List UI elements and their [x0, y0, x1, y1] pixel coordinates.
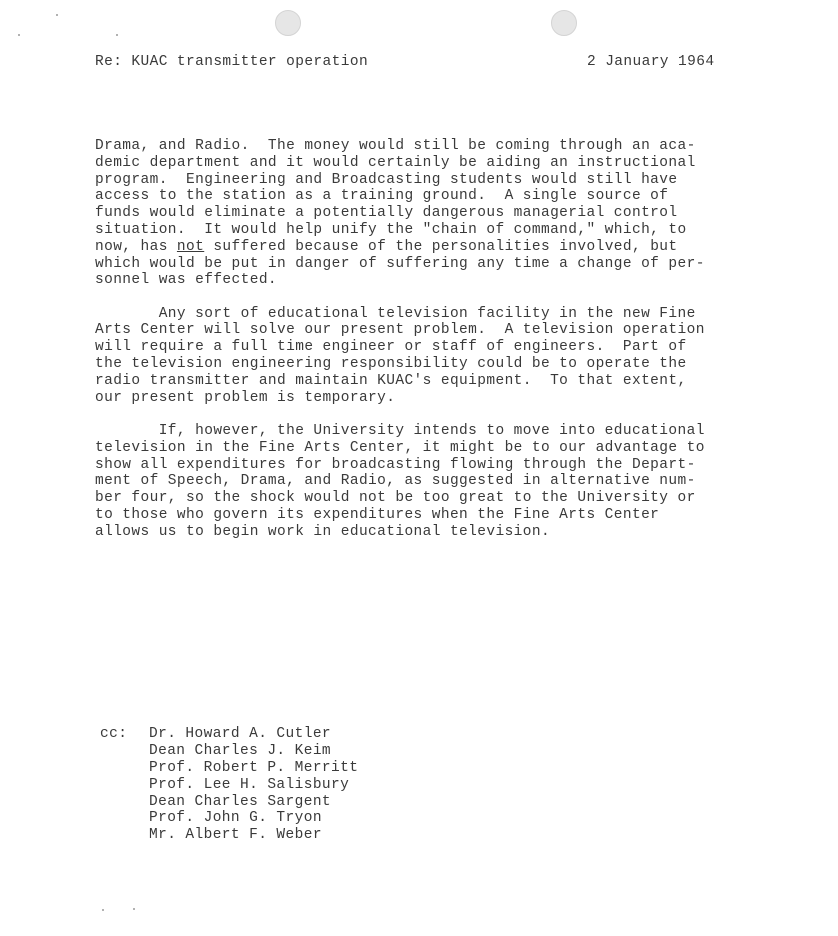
text-line: access to the station as a training ground. A single source of	[95, 188, 669, 205]
text-line: to those who govern its expenditures when the Fine Arts Center	[95, 506, 660, 523]
text-segment: now, has	[95, 238, 177, 255]
cc-recipient: Prof. John G. Tryon	[149, 810, 322, 827]
text-line: ment of Speech, Drama, and Radio, as suggested in alternative num-	[95, 473, 696, 490]
paragraph-3	[95, 423, 775, 541]
punch-hole-right	[551, 10, 577, 36]
text-segment: suffered because of the personalities involved, but	[204, 238, 678, 255]
paper-speck	[116, 34, 118, 36]
text-line: funds would eliminate a potentially dangerous managerial control	[95, 205, 678, 222]
subject-line: Re: KUAC transmitter operation	[95, 54, 369, 70]
text-line: program. Engineering and Broadcasting students would still have	[95, 171, 678, 188]
text-line: Arts Center will solve our present problem. A television operation	[95, 322, 705, 339]
letter-header	[95, 54, 735, 72]
text-line: If, however, the University intends to move into educational	[95, 422, 705, 439]
cc-recipient: Prof. Lee H. Salisbury	[149, 776, 350, 793]
letter-date: 2 January 1964	[587, 54, 715, 70]
paragraph-2	[95, 306, 775, 407]
underlined-word: not	[176, 238, 205, 255]
cc-recipient: Dean Charles Sargent	[149, 793, 332, 810]
text-line: will require a full time engineer or staff of engineers. Part of	[95, 339, 687, 356]
letter-body	[95, 138, 775, 541]
text-line: ber four, so the shock would not be too great to the University or	[95, 490, 696, 507]
cc-label: cc:	[100, 726, 128, 742]
text-line: the television engineering responsibility could be to operate the	[95, 356, 687, 373]
text-line: television in the Fine Arts Center, it might be to our advantage to	[95, 439, 705, 456]
cc-recipient: Dr. Howard A. Cutler	[149, 726, 332, 742]
punch-hole-left	[275, 10, 301, 36]
text-line: demic department and it would certainly be aiding an instructional	[95, 154, 696, 171]
paper-speck	[102, 909, 104, 911]
text-line: situation. It would help unify the "chain of command," which, to	[95, 221, 687, 238]
text-line: Any sort of educational television facility in the new Fine	[95, 305, 696, 322]
paper-speck	[133, 908, 135, 910]
text-line	[95, 239, 775, 256]
text-line: show all expenditures for broadcasting flowing through the Depart-	[95, 456, 696, 473]
text-line: sonnel was effected.	[95, 272, 278, 289]
paper-speck	[18, 34, 20, 36]
text-line: which would be put in danger of suffering any time a change of per-	[95, 255, 705, 272]
text-line: Drama, and Radio. The money would still be coming through an aca-	[95, 138, 696, 154]
text-line: radio transmitter and maintain KUAC's equipment. To that extent,	[95, 372, 687, 389]
text-line: allows us to begin work in educational television.	[95, 523, 551, 540]
cc-recipient: Prof. Robert P. Merritt	[149, 759, 359, 776]
text-line: our present problem is temporary.	[95, 389, 396, 406]
paper-speck	[56, 14, 58, 16]
paragraph-1	[95, 138, 775, 289]
cc-recipient: Mr. Albert F. Weber	[149, 827, 322, 844]
cc-recipient: Dean Charles J. Keim	[149, 742, 332, 759]
cc-recipients	[149, 726, 358, 844]
